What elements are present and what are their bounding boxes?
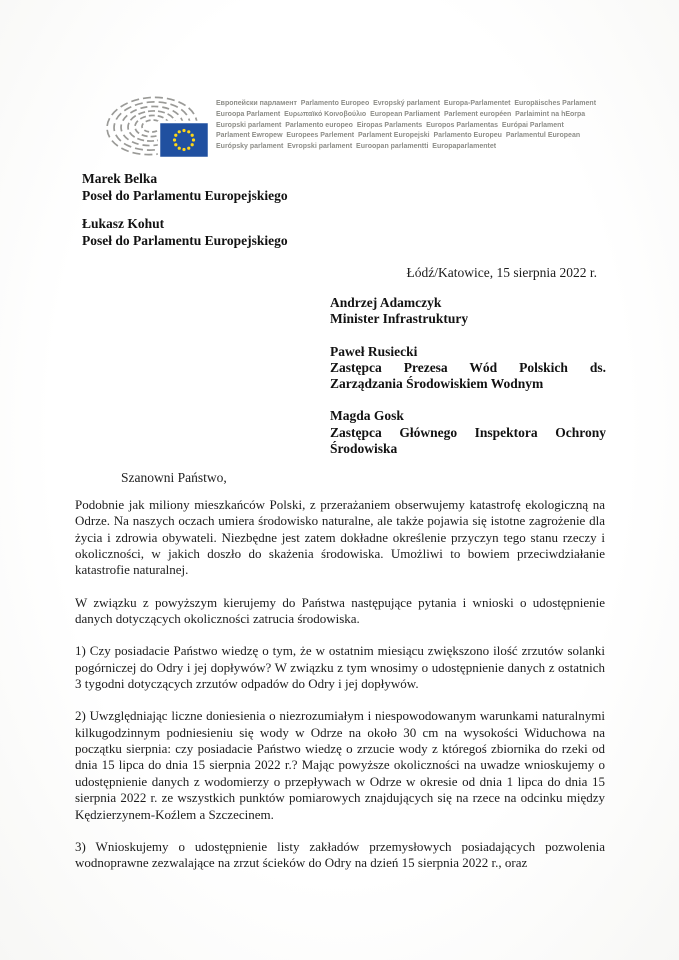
paragraph-question-1: 1) Czy posiadacie Państwo wiedzę o tym, że w ostatnim miesiącu zwiększono ilość zrzutów solanki pogórniczej do Odry i jej dopływów? W związku z tym wnosimy o udostępnienie danych z ostatnich 3 tygodni dotyczących zrzutów odpadów do Odry i jej dopływów. (75, 643, 605, 692)
recipient-name: Andrzej Adamczyk (330, 295, 442, 310)
sender-role: Poseł do Parlamentu Europejskiego (82, 232, 288, 248)
recipient-block (330, 408, 606, 457)
recipient-role: Zastępca Prezesa Wód Polskich ds. Zarządzania Środowiskiem Wodnym (330, 359, 606, 392)
language-line: Europski parlament Parlamento europeo Eiropas Parlaments Europos Parlamentas Európai Parlament (216, 121, 564, 129)
salutation: Szanowni Państwo, (121, 470, 227, 485)
recipient-block (330, 344, 606, 393)
paragraph-request-overview: W związku z powyższym kierujemy do Państwa następujące pytania i wnioski o udostępnienie danych dotyczących okoliczności zatrucia środowiska. (75, 594, 605, 627)
sender-role: Poseł do Parlamentu Europejskiego (82, 187, 288, 203)
language-line: Európsky parlament Evropski parlament Euroopan parlamentti Europaparlamentet (216, 143, 497, 151)
recipient-name: Paweł Rusiecki (330, 343, 418, 359)
sender-block (82, 216, 288, 249)
european-parliament-logo (106, 94, 212, 162)
paragraph-question-2: 2) Uwzględniając liczne doniesienia o niezrozumiałym i niespowodowanym warunkami naturalnymi kilkugodzinnym podniesieniu się wody w Odrze na około 30 cm na wysokości Widuchowa na początku sierpnia: czy posiadacie Państwo wiedzę o zrzucie wody z któregoś zbiornika do rzeki od dnia 15 lipca do dnia 15 sierpnia 2022 r.? Mając powyższe okoliczności na uwadze wnioskujemy o udostępnienie danych z wodomierzy o przepływach w Odrze w okresie od dnia 1 lipca do dnia 15 sierpnia 2022 r. ze wszystkich punktów pomiarowych znajdujących się na rzece na odcinku między Kędzierzynem-Koźlem a Szczecinem. (75, 708, 605, 822)
hemicycle-icon (106, 94, 212, 162)
parliament-language-lines (216, 99, 616, 153)
eu-flag-icon (159, 122, 209, 158)
sender-block (82, 171, 288, 204)
language-line: Euroopa Parlament Ευρωπαϊκό Κοινοβούλιο European Parliament Parlement européen Parlaimint na hEorpa (216, 110, 586, 118)
recipient-name: Magda Gosk (330, 408, 404, 424)
recipient-role: Zastępca Głównego Inspektora Ochrony Środowiska (330, 424, 606, 457)
sender-name: Łukasz Kohut (82, 216, 165, 231)
paragraph-question-3: 3) Wnioskujemy o udostępnienie listy zakładów przemysłowych posiadających pozwolenia wodnoprawne zezwalające na zrzut ścieków do Odry na dzień 15 sierpnia 2022 r., oraz (75, 838, 605, 871)
recipient-block (330, 295, 606, 328)
sender-block-list (82, 171, 288, 261)
language-line: Европейски парламент Parlamento Europeo Evropský parlament Europa-Parlamentet Europäisches Parlament (216, 100, 597, 107)
letter-body (75, 497, 605, 888)
language-line: Parlament Ewropew Europees Parlement Parlament Europejski Parlamento Europeu Parlamentul European (216, 132, 581, 140)
paragraph-intro: Podobnie jak miliony mieszkańców Polski, z przerażaniem obserwujemy katastrofę ekologiczną na Odrze. Na naszych oczach umiera środowisko naturalne, ale także pojawia się istotne zagrożenie dla życia i zdrowia obywateli. Niezbędne jest zatem dokładne określenie przyczyn tego stanu rzeczy i okoliczności, w jakich doszło do skażenia środowiska. Umożliwi to bowiem przeciwdziałanie katastrofie naturalnej. (75, 497, 605, 578)
recipient-role: Minister Infrastruktury (330, 311, 469, 327)
dateline: Łódź/Katowice, 15 sierpnia 2022 r. (406, 265, 597, 280)
sender-name: Marek Belka (82, 171, 158, 186)
recipient-block-list (330, 295, 606, 473)
